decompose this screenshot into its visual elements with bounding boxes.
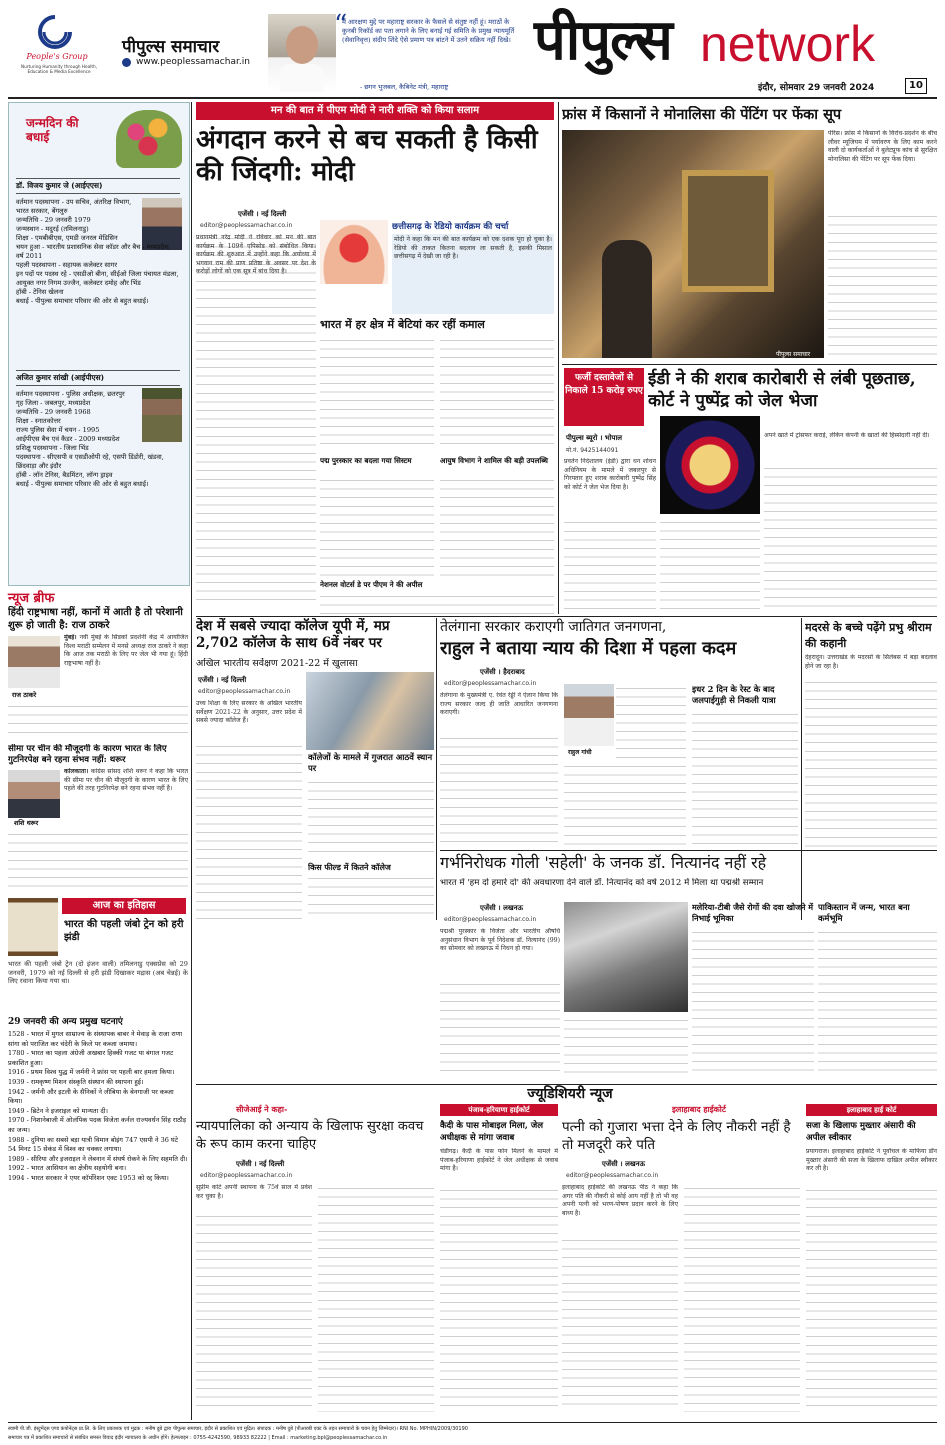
ayush-body bbox=[440, 476, 554, 578]
footer-line1: स्वामी पी.जी. इंस्ट्रुमेंट्स एण्ड कंपोनेंट्स प्रा.लि. के लिए प्रकाशक एवं मुद्रक : मनीष दुबे द्वारा पीपुल्स समाचार, इंदौर से प्रकाशित एवं मुद्रित। संपादक : मनीष दुबे (पीआरबी एक्ट के तहत समाचारों के चयन हेतु जिम्मेदार)। RNI No. MPHIN/2009/30190 bbox=[8, 1426, 468, 1432]
france-text: पेरिस। फ्रांस में किसानों के विरोध-प्रदर्शन के बीच लौवर म्यूजियम में पर्यावरण के लिए काम करने वाली दो कार्यकर्ताओं ने बुलेटप्रूफ कांच से सुरक्षित मोनालिसा की पेंटिंग पर सूप फेंक दिया। bbox=[828, 130, 937, 163]
france-story bbox=[562, 102, 937, 364]
person2-line: शिक्षा - स्नातकोत्तर bbox=[16, 417, 61, 425]
judiciary-story3-col2 bbox=[684, 1184, 800, 1412]
person2-line: हॉबी - लॉन टेनिस, बैडमिंटन, लॉन्ग ड्राइव bbox=[16, 471, 113, 479]
rahul-photo bbox=[564, 684, 614, 746]
brief1-filler bbox=[8, 702, 188, 738]
saheli-email: editor@peoplessamachar.co.in bbox=[444, 916, 537, 923]
history-event: 1780 - भारत का पहला अंग्रेजी अखबार हिक्की गजट या बंगाल गजट प्रकाशित हुआ। bbox=[8, 1049, 174, 1067]
padma-body bbox=[320, 476, 434, 578]
telangana-body: तेलंगाना के मुख्यमंत्री ए. रेवंत रेड्डी ने ऐलान किया कि राज्य सरकार जल्द ही जाति आधारित जनगणना कराएगी। bbox=[440, 692, 558, 717]
brand-network: network bbox=[700, 16, 876, 72]
telangana-headline: राहुल ने बताया न्याय की दिशा में पहला कदम bbox=[440, 638, 737, 659]
page-number: 10 bbox=[905, 78, 927, 94]
history-event: 1939 - रामकृष्ण मिशन संस्कृति संस्थान की स्थापना हुई। bbox=[8, 1077, 144, 1086]
person2-name: अजित कुमार सांखी (आईपीएस) bbox=[16, 370, 180, 386]
hands-heart-image bbox=[320, 220, 388, 284]
judiciary-story2-headline: कैदी के पास मोबाइल मिला, जेल अधीक्षक से मांगा जवाब bbox=[440, 1121, 544, 1143]
judiciary-story3-email: editor@peoplessamachar.co.in bbox=[566, 1172, 659, 1179]
saheli-subheadline: भारत में 'हम दो हमारे दो' की अवधारणा देने वाले डॉ. नित्यानंद को वर्ष 2012 में मिला था पद्मश्री सम्मान bbox=[440, 878, 764, 888]
telangana-body-col1 bbox=[440, 734, 558, 846]
saheli-box1-title: मलेरिया-टीबी जैसे रोगों की दवा खोजने में निभाई भूमिका bbox=[692, 902, 814, 923]
brief1-text: नवी मुंबई के सिडको प्रदर्शनी केंद्र में आयोजित विश्व मराठी सम्मेलन में मनसे अध्यक्ष राज ठाकरे ने कहा कि आज तक मराठी के लिए पर जेल भी गया हूं। हिंदी राष्ट्रभाषा नहीं है। bbox=[64, 634, 188, 667]
nityanand-photo bbox=[564, 902, 688, 1012]
group-tagline: Nurturing Humanity through Health, Education & Media Excellence bbox=[21, 64, 97, 74]
person1-line: बधाई - पीपुल्स समाचार परिवार की ओर से बहुत बधाई। bbox=[16, 297, 149, 305]
person1-line: शिक्षा - एमबीबीएस, एमडी जनरल मेडिसिन bbox=[16, 234, 118, 242]
footer-line2: समाचार पत्र में प्रकाशित समाचारों से संबंधित समस्त विवाद इंदौर न्यायालय के अधीन होंगे। हेल्पलाइन : 0755-4242590, 98933 82222 | Email : marketing.bpl@peoplessamachar.co.in bbox=[8, 1435, 388, 1441]
birthday-title: जन्मदिन की बधाई bbox=[26, 116, 79, 144]
voter-headline: नेशनल वोटर्स डे पर पीएम ने की अपील bbox=[320, 580, 423, 589]
sidebar-divider bbox=[191, 102, 192, 1420]
brief2-text: कांग्रेस सांसद शशि थरूर ने कहा कि भारत की सीमा पर चीन की मौजूदगी के कारण भारत के लिए पहले की तरह गुटनिरपेक्ष बने रहना संभव नहीं है। bbox=[64, 768, 188, 793]
masthead-rule bbox=[8, 97, 937, 99]
history-event: 1942 - जर्मनी और इटली के सैनिकों ने लीबिया के बेनगाजी पर कब्जा किया। bbox=[8, 1087, 174, 1106]
second-body-col2 bbox=[440, 336, 554, 452]
telangana-kicker: तेलंगाना सरकार कराएगी जातिगत जनगणना, bbox=[440, 619, 667, 635]
quote-author: - छगन भुजबल, कैबिनेट मंत्री, महाराष्ट्र bbox=[360, 83, 449, 91]
footer-rule bbox=[8, 1422, 937, 1423]
judiciary-story3-col1 bbox=[562, 1236, 678, 1412]
hourglass-icon bbox=[8, 898, 58, 956]
main-email: editor@peoplessamachar.co.in bbox=[200, 222, 293, 229]
brief1-headline: हिंदी राष्ट्रभाषा नहीं, कानों में आती है तो परेशानी शुरू हो जाती है: राज ठाकरे bbox=[8, 607, 183, 631]
brief2-dateline: कोलकाता। bbox=[64, 768, 89, 775]
news-brief-label: न्यूज ब्रीफ bbox=[8, 591, 55, 606]
college-box2-title: किस फील्ड में कितने कॉलेज bbox=[308, 862, 391, 872]
college-headline: देश में सबसे ज्यादा कॉलेज यूपी में, मप्र 2,702 कॉलेज के साथ 6वें नंबर पर bbox=[196, 618, 390, 651]
events-title: 29 जनवरी की अन्य प्रमुख घटनाएं bbox=[8, 1017, 123, 1027]
brand-peoples: पीपुल्स bbox=[534, 8, 672, 73]
group-name: People's Group bbox=[26, 52, 88, 61]
saheli-body-col1 bbox=[440, 980, 560, 1078]
sub-headline: छत्तीसगढ़ के रेडियो कार्यक्रम की चर्चा bbox=[392, 222, 509, 232]
brief1-photo bbox=[8, 636, 60, 688]
judiciary-story1-email: editor@peoplessamachar.co.in bbox=[200, 1172, 293, 1179]
judiciary-story1-col1 bbox=[196, 1212, 312, 1412]
ed-side-label: फर्जी दस्तावेजों से निकाले 15 करोड़ रुपए bbox=[564, 368, 644, 426]
france-filler bbox=[828, 212, 937, 358]
second-body-col1 bbox=[320, 336, 434, 452]
person2-line: राज्य पुलिस सेवा में चयन - 1995 bbox=[16, 426, 100, 434]
person1-line: वर्तमान पदस्थापना - उप सचिव, अंतरिक्ष विभाग, भारत सरकार, बेंगलुरु bbox=[16, 198, 132, 215]
padma-headline: पद्म पुरस्कार का बदला गया सिस्टम bbox=[320, 456, 412, 465]
madrasa-filler bbox=[805, 678, 937, 850]
second-headline: भारत में हर क्षेत्र में बेटियां कर रहीं कमाल bbox=[320, 318, 485, 331]
quote-mark-icon: “ bbox=[334, 10, 348, 40]
ed-body-col2 bbox=[660, 518, 760, 610]
person2-line: आईपीएस बैच एवं कैडर - 2009 मध्यप्रदेश bbox=[16, 435, 120, 443]
person1-line: जन्मतिथि - 29 जनवरी 1979 bbox=[16, 216, 91, 224]
brief2-filler bbox=[8, 830, 188, 890]
history-title: आज का इतिहास bbox=[62, 898, 186, 914]
saheli-story bbox=[440, 852, 937, 1080]
college-body: उच्च शिक्षा के लिए सरकार के अखिल भारतीय सर्वेक्षण 2021-22 के अनुसार, उत्तर प्रदेश में सबसे ज्यादा कॉलेज हैं। bbox=[196, 700, 302, 725]
judiciary-story1-headline: न्यायपालिका को अन्याय के खिलाफ सुरक्षा कवच के रूप काम करना चाहिए bbox=[196, 1119, 424, 1152]
brief2-photo bbox=[8, 770, 60, 818]
telangana-byline: एजेंसी । हैदराबाद bbox=[480, 668, 525, 676]
brief2-caption: शशि थरूर bbox=[14, 819, 39, 827]
madrasa-story bbox=[805, 618, 937, 858]
ed-body-col3 bbox=[764, 464, 937, 610]
saheli-body-col2 bbox=[564, 1016, 688, 1078]
saheli-box2-body bbox=[818, 928, 937, 1078]
person2-line: पदस्थापना - सीएसपी व एसडीओपी रहे, एसपी डिंडोरी, खंडवा, छिंदवाड़ा और इंदौर bbox=[16, 453, 164, 470]
person2-line: गृह जिला - जबलपुर, मध्यप्रदेश bbox=[16, 399, 91, 407]
main-body: प्रधानमंत्री नरेंद्र मोदी ने रविवार को मन की बात कार्यक्रम के 109वें एपिसोड को संबोधित किया। कार्यक्रम की शुरुआत में उन्होंने कहा कि अयोध्या में भगवान राम की प्राण प्रतिष्ठा के अवसर पर देश के करोड़ों लोगों को एक सूत्र में बांध दिया है। bbox=[196, 234, 316, 608]
judiciary-story3-label: इलाहाबाद हाईकोर्ट bbox=[672, 1105, 726, 1114]
ed-story bbox=[562, 366, 937, 614]
ed-byline: पीपुल्स ब्यूरो । भोपाल bbox=[566, 434, 623, 442]
flowers-image bbox=[116, 110, 182, 168]
judiciary-story2-filler bbox=[440, 1186, 558, 1412]
saheli-byline: एजेंसी । लखनऊ bbox=[480, 904, 523, 912]
ed-phone: मो.नं. 9425144091 bbox=[566, 447, 619, 454]
events-list bbox=[8, 1030, 188, 1184]
saheli-box1-body bbox=[692, 928, 814, 1078]
saheli-box2-title: पाकिस्तान में जन्म, भारत बना कर्मभूमि bbox=[818, 902, 910, 923]
person1-line: हॉबी - टेनिस खेलना bbox=[16, 288, 64, 296]
peoples-group-logo bbox=[36, 14, 74, 50]
sub-body: मोदी ने कहा कि मन की बात कार्यक्रम को एक दशक पूरा हो चुका है। रेडियो की ताकत कितना बदलाव ला सकती है, इसकी मिसाल छत्तीसगढ़ में देखी जा रही है। bbox=[392, 234, 554, 314]
main-story bbox=[196, 102, 556, 614]
website[interactable]: www.peoplessamachar.in bbox=[136, 57, 250, 67]
voter-body bbox=[320, 592, 554, 614]
madrasa-body: देहरादून। उत्तराखंड के मदरसों के सिलेबस में बड़ा बदलाव होने जा रहा है। bbox=[805, 654, 937, 670]
history-event: 1916 - प्रथम विश्व युद्ध में जर्मनी ने फ्रांस पर पहली बार हमला किया। bbox=[8, 1068, 175, 1077]
college-body-col1 bbox=[196, 742, 302, 920]
main-headline: अंगदान करने से बच सकती है किसी की जिंदगी: मोदी bbox=[196, 125, 538, 187]
person2-line: बधाई - पीपुल्स समाचार परिवार की ओर से बहुत बधाई। bbox=[16, 480, 149, 488]
students-photo bbox=[306, 672, 434, 750]
judiciary-story3 bbox=[562, 1104, 800, 1420]
history-event: 1949 - ब्रिटेन ने इजराइल को मान्यता दी। bbox=[8, 1106, 108, 1115]
judiciary-story4-filler bbox=[806, 1186, 937, 1412]
person2-line: वर्तमान पदस्थापना - पुलिस अधीक्षक, छतरपुर bbox=[16, 390, 125, 398]
judiciary-story1-label: सीजेआई ने कहा- bbox=[236, 1105, 288, 1114]
judiciary-story2-body: चंडीगढ़। कैदी के पास फोन मिलने के मामले में पंजाब-हरियाणा हाईकोर्ट ने जेल अधीक्षक से जवाब मांगा है। bbox=[440, 1148, 558, 1173]
monalisa-photo bbox=[562, 130, 824, 358]
history-headline: भारत की पहली जंबो ट्रेन को हरी झंडी bbox=[64, 919, 184, 943]
history-body: भारत की पहली जंबो ट्रेन (दो इंजन वाली) तमिलनाडु एक्सप्रेस को 29 जनवरी, 1979 को नई दिल्ली से हरी झंडी दिखाकर मद्रास (अब चेन्नई) के लिए रवाना किया गया था। bbox=[8, 960, 188, 986]
main-kicker: मन की बात में पीएम मोदी ने नारी शक्ति को किया सलाम bbox=[196, 102, 554, 120]
main-byline: एजेंसी । नई दिल्ली bbox=[238, 210, 287, 218]
masthead bbox=[0, 0, 945, 100]
ed-col3: अपने खाते में ट्रांसफर कराई, लेकिन कंपनी के खातों की हिस्सेदारी नहीं दी। bbox=[764, 432, 937, 462]
ed-body: प्रवर्तन निदेशालय (ईडी) द्वारा धन शोधन अधिनियम के मामले में जबलपुर से गिरफ्तार हुए शराब कारोबारी पुष्पेंद्र सिंह को कोर्ट ने जेल भेज दिया है। bbox=[564, 458, 656, 518]
telangana-body-col2a bbox=[616, 684, 686, 760]
college-byline: एजेंसी । नई दिल्ली bbox=[198, 676, 247, 684]
history-event: 1970 - निशानेबाजी में ओलंपिक पदक विजेता कर्नल राज्यवर्धन सिंह राठौड़ का जन्म। bbox=[8, 1116, 187, 1134]
judiciary-section-title: ज्यूडिशियरी न्यूज bbox=[527, 1086, 613, 1102]
judiciary-story4-label: इलाहाबाद हाई कोर्ट bbox=[806, 1104, 937, 1116]
france-headline: फ्रांस में किसानों ने मोनालिसा की पेंटिंग पर फेंका सूप bbox=[562, 106, 842, 123]
quote-portrait bbox=[268, 14, 336, 92]
history-event: 1992 - भारत आसियान का क्षेत्रीय सहयोगी बना। bbox=[8, 1164, 127, 1173]
judiciary-story4-body: प्रयागराज। इलाहाबाद हाईकोर्ट ने पूर्वांचल के माफिया डॉन मुख्तार अंसारी की सजा के खिलाफ दाखिल अपील स्वीकार कर ली है। bbox=[806, 1148, 937, 1173]
quote-text: मैं आरक्षण मुद्दे पर महाराष्ट्र सरकार के फैसले से संतुष्ट नहीं हूं। मराठों के कुनबी रिकॉर्ड का पता लगाने के लिए बनाई गई समिति के प्रमुख न्यायमूर्ति (सेवानिवृत्त) संदीप शिंदे ऐसे प्रमाण पत्र बांटने में उतने सक्रिय नहीं दिखे। bbox=[342, 18, 515, 44]
judiciary-story2-label: पंजाब-हरियाणा हाईकोर्ट bbox=[440, 1104, 558, 1116]
upper-band-rule bbox=[196, 616, 937, 617]
history-event: 1989 - सीरिया और इजराइल ने लेबनान में संघर्ष रोकने के लिए सहमति दी। bbox=[8, 1154, 188, 1163]
judiciary-story4 bbox=[806, 1104, 937, 1420]
brief1-dateline: मुंबई। bbox=[64, 634, 77, 641]
ed-headline: ईडी ने की शराब कारोबारी से लंबी पूछताछ, कोर्ट ने पुष्पेंद्र को जेल भेजा bbox=[648, 369, 916, 411]
history-event: 1988 - दुनिया का सबसे बड़ा यात्री विमान बोइंग 747 एसपी ने 36 घंटे 54 मिनट 15 सेकंड में विश्व का चक्कर लगाया। bbox=[8, 1135, 179, 1154]
paper-name: पीपुल्स समाचार bbox=[122, 37, 220, 57]
brief2-headline: सीमा पर चीन की मौजूदगी के कारण भारत के लिए गुटनिरपेक्ष बने रहना संभव नहीं: थरूर bbox=[8, 744, 167, 765]
person2-line: जन्मतिथि - 29 जनवरी 1968 bbox=[16, 408, 91, 416]
saheli-headline: गर्भनिरोधक गोली 'सहेली' के जनक डॉ. नित्यानंद नहीं रहे bbox=[440, 853, 767, 872]
judiciary-story1-byline: एजेंसी । नई दिल्ली bbox=[236, 1160, 285, 1168]
college-divider bbox=[436, 618, 437, 920]
judiciary-story3-body: इलाहाबाद हाईकोर्ट की लखनऊ पीठ ने कहा कि अगर पति की नौकरी से कोई आय नहीं है तो भी वह अपनी पत्नी को भरण-पोषण प्रदान करने के लिए बाध्य है। bbox=[562, 1184, 678, 1217]
history-event: 1994 - भारत सरकार ने एयर कॉर्पोरेशन एक्ट 1953 को रद्द किया। bbox=[8, 1173, 169, 1182]
judiciary-story2 bbox=[440, 1104, 558, 1420]
college-box1-body bbox=[308, 778, 434, 858]
judiciary-story1 bbox=[196, 1104, 434, 1420]
person1-line: जन्मस्थान - मदुरई (तमिलनाडु) bbox=[16, 225, 89, 233]
college-email: editor@peoplessamachar.co.in bbox=[198, 688, 291, 695]
telangana-email: editor@peoplessamachar.co.in bbox=[444, 680, 537, 687]
person1-line: चयन हुआ - भारतीय प्रशासनिक सेवा कॉडर और बैच - मध्यप्रदेश, वर्ष 2011 bbox=[16, 243, 171, 260]
france-rule bbox=[562, 364, 937, 365]
sidebar bbox=[8, 102, 188, 1420]
telangana-body-col2b bbox=[564, 762, 686, 846]
ed-emblem bbox=[660, 416, 760, 514]
person1-name: डॉ. विजय कुमार जे (आईएएस) bbox=[16, 178, 180, 194]
brief2-body bbox=[64, 768, 188, 828]
globe-icon bbox=[122, 58, 131, 67]
saheli-body: पद्मश्री पुरस्कार के विजेता और भारतीय औषधि अनुसंधान विभाग के पूर्व निदेशक डॉ. नित्यानंद (99) का सोमवार को लखनऊ में निधन हो गया। bbox=[440, 928, 560, 953]
main-divider bbox=[558, 102, 559, 614]
telangana-side-body bbox=[692, 710, 798, 846]
brief1-caption: राज ठाकरे bbox=[12, 691, 37, 699]
ayush-headline: आयुष विभाग ने शामिल की बड़ी उपलब्धि bbox=[440, 456, 548, 465]
madrasa-headline: मदरसे के बच्चे पढ़ेंगे प्रभु श्रीराम की कहानी bbox=[805, 621, 932, 650]
judiciary-story4-headline: सजा के खिलाफ मुख्तार अंसारी की अपील स्वीकार bbox=[806, 1121, 916, 1143]
person1-details bbox=[16, 198, 180, 306]
judiciary-story1-body: सुप्रीम कोर्ट अपनी स्थापना के 75वें साल में प्रवेश कर चुका है। bbox=[196, 1184, 312, 1200]
history-event: 1528 - भारत में मुगल साम्राज्य के संस्थापक बाबर ने मेवाड़ के राजा राणा सांगा को पराजित कर चंदेरी के किले पर कब्जा जमाया। bbox=[8, 1030, 183, 1048]
person2-details bbox=[16, 390, 180, 489]
france-credit: पीपुल्स समाचार bbox=[776, 351, 811, 358]
college-box1-title: कॉलेजों के मामले में गुजरात आठवें स्थान पर bbox=[308, 752, 433, 773]
college-subheadline: अखिल भारतीय सर्वेक्षण 2021-22 में खुलासा bbox=[196, 658, 358, 669]
person1-line: पहली पदस्थापना - सहायक कलेक्टर सागर bbox=[16, 261, 118, 269]
person2-line: प्रशिक्षु पदस्थापना - जिला भिंड bbox=[16, 444, 89, 452]
date-line: इंदौर, सोमवार 29 जनवरी 2024 bbox=[758, 83, 875, 93]
judiciary-story3-byline: एजेंसी । लखनऊ bbox=[602, 1160, 645, 1168]
rahul-caption: राहुल गांधी bbox=[568, 749, 592, 756]
birthday-box bbox=[8, 102, 190, 586]
telangana-side-title: इधर 2 दिन के रेस्ट के बाद जलपाईगुड़ी से निकली यात्रा bbox=[692, 684, 776, 705]
college-story bbox=[196, 618, 434, 920]
saheli-rule bbox=[440, 850, 937, 851]
college-box2-body bbox=[308, 874, 434, 920]
person1-line: इन पदों पर पदस्थ रहे - एसडीओ बीना, सीईओ जिला पंचायत मंडला, आयुक्त नगर निगम उज्जैन, कलेक्टर दमोह और भिंड bbox=[16, 270, 179, 287]
judiciary-story3-headline: पत्नी को गुजारा भत्ता देने के लिए नौकरी नहीं है तो मजदूरी करे पति bbox=[562, 1119, 791, 1153]
judiciary-story1-col2 bbox=[318, 1184, 434, 1412]
